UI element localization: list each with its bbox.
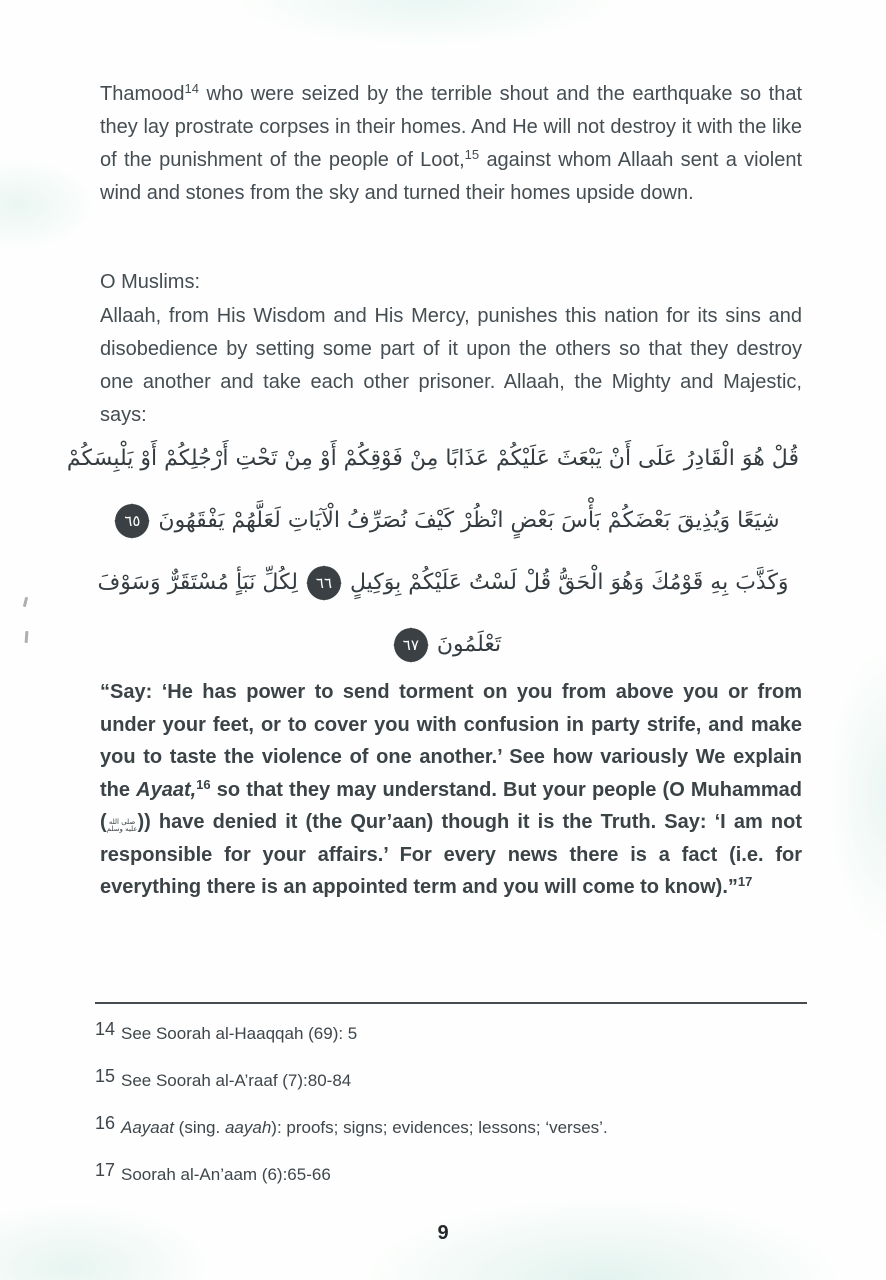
scan-artifact (23, 597, 28, 607)
footnote-text (121, 1112, 807, 1143)
footnote-17 (95, 1159, 807, 1190)
arabic-text: شِيَعًا وَيُذِيقَ بَعْضَكُمْ بَأْسَ بَعْضٍ انْظُرْ كَيْفَ نُصَرِّفُ الْآيَاتِ لَعَلَّهُمْ يَفْقَهُونَ (158, 508, 780, 533)
footnote-15 (95, 1065, 807, 1096)
paragraph-text: against whom Allaah sent a violent wind and stones from the sky and turned their homes upside down. (100, 149, 802, 204)
footnote-14 (95, 1018, 807, 1049)
footnote-text: See Soorah al-A’raaf (7):80-84 (121, 1071, 352, 1090)
quran-arabic-verses (66, 428, 799, 676)
pbuh-text: عليه وسلم (106, 825, 138, 833)
footnote-italic: Aayaat (121, 1118, 174, 1137)
footnote-ref-14: 14 (184, 81, 199, 96)
footnote-text-part: (sing. (173, 1118, 225, 1137)
arabic-text: وَكَذَّبَ بِهِ قَوْمُكَ وَهُوَ الْحَقُّ قُلْ لَسْتُ عَلَيْكُمْ بِوَكِيلٍ (349, 570, 789, 595)
translation-text: so that they may understand. But your people (O Muhammad ( (100, 778, 803, 833)
ayah-end-marker-65-icon (115, 504, 149, 538)
paragraph-allaah-wisdom: Allaah, from His Wisdom and His Mercy, punishes this nation for its sins and disobedience by setting some part of it upon the others so that they destroy one another and take each other prisoner. Allaah, the Mighty and Majestic, says: (100, 305, 802, 426)
scan-artifact (25, 631, 29, 643)
footnote-number: 17 (95, 1160, 116, 1180)
ayah-end-marker-66-icon (307, 566, 341, 600)
translation-text: )) have denied it (the Qur’aan) though it is the Truth. Say: ‘I am not responsible for your affairs.’ For every news there is a fact (i.e. for everything there is an appointed term and you will come to know).” (100, 811, 802, 898)
paragraph-text: who were seized by the terrible shout and the earthquake so that they lay prostrate corpses in their homes. And He will not destroy it with the like of the punishment of the people of Loot, (100, 83, 802, 171)
arabic-text: تَعْلَمُونَ (436, 632, 502, 657)
footnote-italic: aayah (224, 1118, 272, 1137)
paragraph-thamood (100, 78, 802, 210)
translation-text: “Say: ‘He has power to send torment on you from above you or from under your feet, or to cover you with confusion in party strife, and make you to taste the violence of one another.’ See how variously We explain the (100, 681, 802, 801)
paragraph-text: Thamood (100, 83, 185, 105)
ayah-number: ٦٥ (124, 512, 141, 530)
ayah-number: ٦٧ (402, 636, 419, 654)
quran-line-3 (87, 552, 799, 614)
ayaat-italic: Ayaat, (136, 778, 197, 801)
footnotes-section (95, 1018, 807, 1206)
footnote-text: See Soorah al-Haaqqah (69): 5 (121, 1024, 358, 1043)
page-number: 9 (437, 1222, 449, 1244)
footnote-16 (95, 1112, 807, 1143)
footnote-divider (95, 1002, 807, 1004)
footnote-ref-16: 16 (196, 776, 211, 792)
footnote-number: 15 (95, 1066, 116, 1086)
pbuh-calligraphy-icon (107, 819, 138, 834)
ayah-number: ٦٦ (315, 574, 333, 592)
ayah-end-marker-67-icon (394, 628, 428, 662)
pbuh-text: صلى الله (108, 817, 136, 826)
quran-line-4 (87, 614, 799, 676)
arabic-text: لِكُلِّ نَبَأٍ مُسْتَقَرٌّ وَسَوْفَ (97, 570, 298, 595)
footnote-number: 16 (95, 1113, 116, 1133)
arabic-text: قُلْ هُوَ الْقَادِرُ عَلَى أَنْ يَبْعَثَ عَلَيْكُمْ عَذَابًا مِنْ فَوْقِكُمْ أَوْ مِنْ تَحْتِ أَرْجُلِكُمْ أَوْ يَلْبِسَكُمْ (66, 446, 799, 471)
address-line: O Muslims: (100, 271, 200, 293)
footnote-text-part: ): proofs; signs; evidences; lessons; ‘verses’. (271, 1118, 608, 1137)
footnote-number: 14 (95, 1019, 116, 1039)
footnote-ref-17: 17 (737, 874, 753, 889)
footnote-text: Soorah al-An’aam (6):65-66 (121, 1165, 331, 1184)
quran-line-1 (66, 428, 799, 490)
quran-line-2 (87, 490, 799, 552)
translation-quote (100, 676, 802, 904)
footnote-ref-15: 15 (464, 147, 480, 162)
